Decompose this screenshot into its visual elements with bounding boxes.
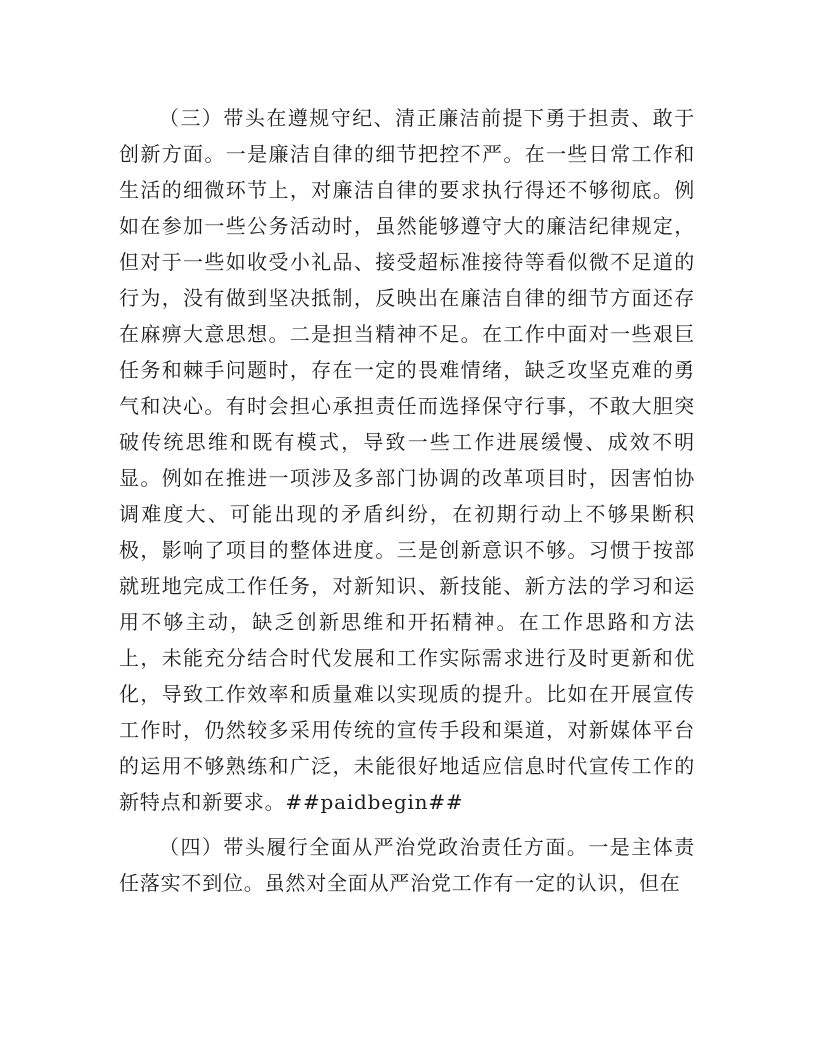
document-body xyxy=(119,100,695,910)
paragraph-section-three: （三）带头在遵规守纪、清正廉洁前提下勇于担责、敢于创新方面。一是廉洁自律的细节把控不严。在一些日常工作和生活的细微环节上，对廉洁自律的要求执行得还不够彻底。例如在参加一些公务活动时，虽然能够遵守大的廉洁纪律规定，但对于一些如收受小礼品、接受超标准接待等看似微不足道的行为，没有做到坚决抵制，反映出在廉洁自律的细节方面还存在麻痹大意思想。二是担当精神不足。在工作中面对一些艰巨任务和棘手问题时，存在一定的畏难情绪，缺乏攻坚克难的勇气和决心。有时会担心承担责任而选择保守行事，不敢大胆突破传统思维和既有模式，导致一些工作进展缓慢、成效不明显。例如在推进一项涉及多部门协调的改革项目时，因害怕协调难度大、可能出现的矛盾纠纷，在初期行动上不够果断积极，影响了项目的整体进度。三是创新意识不够。习惯于按部就班地完成工作任务，对新知识、新技能、新方法的学习和运用不够主动，缺乏创新思维和开拓精神。在工作思路和方法上，未能充分结合时代发展和工作实际需求进行及时更新和优化，导致工作效率和质量难以实现质的提升。比如在开展宣传工作时，仍然较多采用传统的宣传手段和渠道，对新媒体平台的运用不够熟练和广泛，未能很好地适应信息时代宣传工作的新特点和新要求。##paidbegin## xyxy=(119,106,695,814)
paragraph-section-four: （四）带头履行全面从严治党政治责任方面。一是主体责任落实不到位。虽然对全面从严治党工作有一定的认识，但在 xyxy=(119,835,695,895)
